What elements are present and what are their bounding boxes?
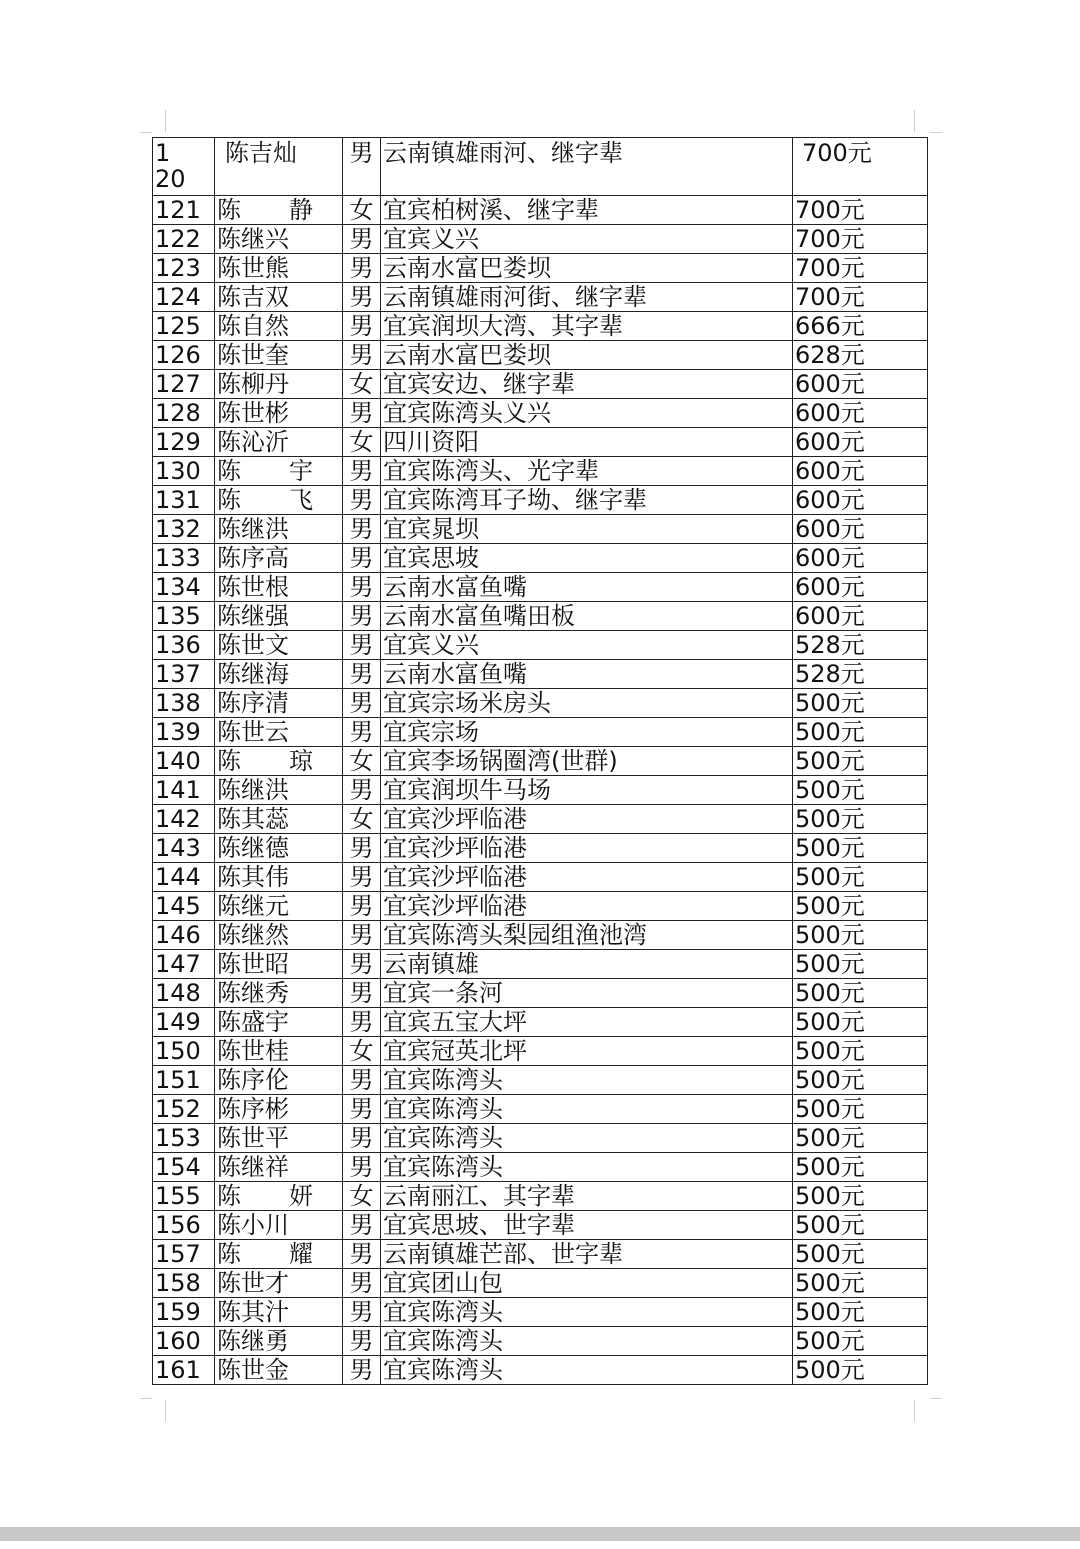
donor-gender: 男	[343, 979, 381, 1008]
donor-location: 宜宾五宝大坪	[381, 1008, 793, 1037]
corner-mark-tl-h	[140, 132, 152, 133]
row-number-line1: 1	[155, 139, 171, 167]
donor-gender: 男	[343, 1269, 381, 1298]
donor-gender: 男	[343, 1298, 381, 1327]
donor-gender: 男	[343, 457, 381, 486]
donor-name: 陈继勇	[215, 1327, 343, 1356]
donation-amount: 500元	[793, 921, 928, 950]
donor-name: 陈 耀	[215, 1240, 343, 1269]
donation-amount: 700元	[793, 138, 928, 196]
table-row	[153, 283, 928, 312]
donor-location: 宜宾晁坝	[381, 515, 793, 544]
table-row	[153, 1298, 928, 1327]
donor-name: 陈继祥	[215, 1153, 343, 1182]
donation-amount: 600元	[793, 428, 928, 457]
row-number: 153	[153, 1124, 215, 1153]
donation-amount: 500元	[793, 805, 928, 834]
donor-location: 宜宾陈湾头	[381, 1153, 793, 1182]
donation-amount: 500元	[793, 1008, 928, 1037]
donor-location: 云南水富鱼嘴田板	[381, 602, 793, 631]
corner-mark-tl-v	[165, 110, 166, 132]
donor-location: 宜宾冠英北坪	[381, 1037, 793, 1066]
donor-gender: 男	[343, 892, 381, 921]
donation-amount: 500元	[793, 747, 928, 776]
donation-amount: 500元	[793, 1182, 928, 1211]
donation-amount: 700元	[793, 254, 928, 283]
donor-name: 陈 飞	[215, 486, 343, 515]
donor-name: 陈其汁	[215, 1298, 343, 1327]
donor-location: 宜宾团山包	[381, 1269, 793, 1298]
donor-location: 云南水富鱼嘴	[381, 660, 793, 689]
table-row	[153, 1008, 928, 1037]
donation-amount: 500元	[793, 1037, 928, 1066]
donation-amount: 500元	[793, 689, 928, 718]
donor-gender: 男	[343, 631, 381, 660]
table-row	[153, 1095, 928, 1124]
donor-location: 宜宾润坝牛马场	[381, 776, 793, 805]
row-number: 149	[153, 1008, 215, 1037]
donor-name: 陈序伦	[215, 1066, 343, 1095]
donor-name: 陈世熊	[215, 254, 343, 283]
donor-location: 云南镇雄雨河、继字辈	[381, 138, 793, 196]
donor-name: 陈继洪	[215, 776, 343, 805]
donation-amount: 600元	[793, 399, 928, 428]
donor-location: 宜宾柏树溪、继字辈	[381, 196, 793, 225]
row-number: 159	[153, 1298, 215, 1327]
donor-location: 宜宾陈湾头	[381, 1327, 793, 1356]
donation-amount: 500元	[793, 1124, 928, 1153]
donor-gender: 男	[343, 1153, 381, 1182]
row-number: 152	[153, 1095, 215, 1124]
donor-name: 陈继强	[215, 602, 343, 631]
row-number: 144	[153, 863, 215, 892]
donor-name: 陈继然	[215, 921, 343, 950]
donation-amount: 700元	[793, 283, 928, 312]
donor-location: 宜宾宗场米房头	[381, 689, 793, 718]
table-row	[153, 544, 928, 573]
row-number	[153, 138, 215, 196]
donor-name: 陈世奎	[215, 341, 343, 370]
donor-location: 宜宾陈湾头、光字辈	[381, 457, 793, 486]
table-row	[153, 312, 928, 341]
donor-gender: 男	[343, 1356, 381, 1385]
donor-gender: 男	[343, 776, 381, 805]
corner-mark-br-v	[914, 1400, 915, 1422]
donation-amount: 500元	[793, 979, 928, 1008]
donor-gender: 男	[343, 718, 381, 747]
donation-amount: 600元	[793, 457, 928, 486]
donor-name: 陈 静	[215, 196, 343, 225]
donor-location: 云南镇雄芒部、世字辈	[381, 1240, 793, 1269]
donor-name: 陈世金	[215, 1356, 343, 1385]
donor-name: 陈吉双	[215, 283, 343, 312]
row-number: 154	[153, 1153, 215, 1182]
donor-location: 云南镇雄雨河街、继字辈	[381, 283, 793, 312]
table-row	[153, 399, 928, 428]
donor-name: 陈世根	[215, 573, 343, 602]
donor-location: 宜宾润坝大湾、其字辈	[381, 312, 793, 341]
table-row	[153, 950, 928, 979]
donation-table	[152, 137, 928, 1385]
donor-location: 宜宾陈湾头	[381, 1356, 793, 1385]
donor-name: 陈序高	[215, 544, 343, 573]
donor-gender: 男	[343, 602, 381, 631]
donor-location: 云南丽江、其字辈	[381, 1182, 793, 1211]
row-number: 138	[153, 689, 215, 718]
table-row	[153, 1327, 928, 1356]
donor-gender: 女	[343, 370, 381, 399]
donation-amount: 500元	[793, 776, 928, 805]
donation-amount: 666元	[793, 312, 928, 341]
donor-gender: 男	[343, 399, 381, 428]
table-row	[153, 863, 928, 892]
row-number: 127	[153, 370, 215, 399]
donor-name: 陈继兴	[215, 225, 343, 254]
donor-name: 陈其蕊	[215, 805, 343, 834]
donor-location: 宜宾陈湾头梨园组渔池湾	[381, 921, 793, 950]
donor-location: 云南水富巴娄坝	[381, 254, 793, 283]
donation-amount: 528元	[793, 660, 928, 689]
table-row	[153, 660, 928, 689]
donor-location: 云南镇雄	[381, 950, 793, 979]
row-number: 150	[153, 1037, 215, 1066]
donor-gender: 男	[343, 312, 381, 341]
donor-name: 陈沁沂	[215, 428, 343, 457]
donor-location: 宜宾陈湾头义兴	[381, 399, 793, 428]
donor-name: 陈世昭	[215, 950, 343, 979]
row-number: 134	[153, 573, 215, 602]
donor-location: 宜宾沙坪临港	[381, 834, 793, 863]
table-row	[153, 718, 928, 747]
donor-name: 陈序彬	[215, 1095, 343, 1124]
donor-name: 陈自然	[215, 312, 343, 341]
donor-gender: 男	[343, 863, 381, 892]
donation-amount: 528元	[793, 631, 928, 660]
row-number: 137	[153, 660, 215, 689]
donor-gender: 女	[343, 1182, 381, 1211]
table-row	[153, 341, 928, 370]
donor-name: 陈继秀	[215, 979, 343, 1008]
donor-location: 宜宾一条河	[381, 979, 793, 1008]
donor-name: 陈世彬	[215, 399, 343, 428]
donation-amount: 500元	[793, 1269, 928, 1298]
row-number: 157	[153, 1240, 215, 1269]
table-row	[153, 428, 928, 457]
row-number: 145	[153, 892, 215, 921]
table-row	[153, 1182, 928, 1211]
donation-amount: 500元	[793, 950, 928, 979]
donor-gender: 男	[343, 544, 381, 573]
donor-location: 宜宾陈湾头	[381, 1095, 793, 1124]
donor-gender: 男	[343, 950, 381, 979]
donor-name: 陈世平	[215, 1124, 343, 1153]
donor-gender: 男	[343, 283, 381, 312]
donor-gender: 男	[343, 1008, 381, 1037]
row-number: 136	[153, 631, 215, 660]
donor-gender: 女	[343, 747, 381, 776]
row-number: 124	[153, 283, 215, 312]
table-row	[153, 196, 928, 225]
donor-location: 宜宾陈湾耳子坳、继字辈	[381, 486, 793, 515]
table-row	[153, 573, 928, 602]
row-number: 160	[153, 1327, 215, 1356]
table-row	[153, 370, 928, 399]
row-number: 129	[153, 428, 215, 457]
donor-location: 宜宾义兴	[381, 631, 793, 660]
corner-mark-tr-h	[930, 132, 942, 133]
row-number: 130	[153, 457, 215, 486]
table-row	[153, 1240, 928, 1269]
donor-name: 陈 琼	[215, 747, 343, 776]
donor-gender: 男	[343, 254, 381, 283]
row-number: 125	[153, 312, 215, 341]
row-number: 123	[153, 254, 215, 283]
row-number: 148	[153, 979, 215, 1008]
donor-location: 宜宾安边、继字辈	[381, 370, 793, 399]
row-number: 151	[153, 1066, 215, 1095]
row-number: 141	[153, 776, 215, 805]
donor-gender: 男	[343, 1240, 381, 1269]
donation-amount: 600元	[793, 515, 928, 544]
donor-name: 陈柳丹	[215, 370, 343, 399]
table-row	[153, 689, 928, 718]
row-number: 139	[153, 718, 215, 747]
donation-amount: 500元	[793, 892, 928, 921]
table-row	[153, 138, 928, 196]
table-row	[153, 631, 928, 660]
donor-gender: 女	[343, 1037, 381, 1066]
donation-amount: 500元	[793, 1298, 928, 1327]
donation-amount: 600元	[793, 486, 928, 515]
row-number: 140	[153, 747, 215, 776]
table-row	[153, 1356, 928, 1385]
donor-location: 宜宾陈湾头	[381, 1066, 793, 1095]
donor-name: 陈世桂	[215, 1037, 343, 1066]
table-row	[153, 1269, 928, 1298]
row-number-line2: 20	[155, 165, 186, 193]
row-number: 147	[153, 950, 215, 979]
donation-amount: 600元	[793, 544, 928, 573]
row-number: 121	[153, 196, 215, 225]
donor-gender: 男	[343, 921, 381, 950]
donation-amount: 600元	[793, 602, 928, 631]
row-number: 155	[153, 1182, 215, 1211]
table-row	[153, 1066, 928, 1095]
donation-amount: 500元	[793, 1327, 928, 1356]
donation-amount: 500元	[793, 1356, 928, 1385]
donor-name: 陈世才	[215, 1269, 343, 1298]
table-row	[153, 776, 928, 805]
table-row	[153, 254, 928, 283]
row-number: 135	[153, 602, 215, 631]
donor-location: 宜宾陈湾头	[381, 1298, 793, 1327]
row-number: 158	[153, 1269, 215, 1298]
donor-location: 云南水富巴娄坝	[381, 341, 793, 370]
table-row	[153, 834, 928, 863]
donor-name: 陈盛宇	[215, 1008, 343, 1037]
donation-amount: 500元	[793, 834, 928, 863]
donor-name: 陈 妍	[215, 1182, 343, 1211]
donor-gender: 男	[343, 573, 381, 602]
donor-gender: 男	[343, 515, 381, 544]
donation-amount: 628元	[793, 341, 928, 370]
table-row	[153, 1211, 928, 1240]
donation-amount: 700元	[793, 196, 928, 225]
table-row	[153, 979, 928, 1008]
row-number: 143	[153, 834, 215, 863]
row-number: 126	[153, 341, 215, 370]
donation-table-body	[153, 138, 928, 1385]
row-number: 142	[153, 805, 215, 834]
table-row	[153, 921, 928, 950]
donor-name: 陈 宇	[215, 457, 343, 486]
corner-mark-br-h	[930, 1398, 942, 1399]
donor-gender: 男	[343, 1095, 381, 1124]
donor-name: 陈小川	[215, 1211, 343, 1240]
row-number: 161	[153, 1356, 215, 1385]
donor-gender: 男	[343, 341, 381, 370]
donor-location: 四川资阳	[381, 428, 793, 457]
donation-amount: 600元	[793, 370, 928, 399]
donor-location: 宜宾义兴	[381, 225, 793, 254]
table-row	[153, 1124, 928, 1153]
table-row	[153, 805, 928, 834]
donor-gender: 女	[343, 428, 381, 457]
viewer-bottom-bar	[0, 1527, 1080, 1541]
donor-location: 宜宾沙坪临港	[381, 863, 793, 892]
donation-amount: 500元	[793, 1066, 928, 1095]
row-number: 132	[153, 515, 215, 544]
donor-gender: 男	[343, 1066, 381, 1095]
donor-name: 陈其伟	[215, 863, 343, 892]
donor-gender: 男	[343, 1211, 381, 1240]
donor-gender: 男	[343, 486, 381, 515]
donor-name: 陈继海	[215, 660, 343, 689]
donor-name: 陈世云	[215, 718, 343, 747]
donor-name: 陈继洪	[215, 515, 343, 544]
table-row	[153, 602, 928, 631]
row-number: 122	[153, 225, 215, 254]
donor-gender: 男	[343, 138, 381, 196]
donor-location: 宜宾沙坪临港	[381, 805, 793, 834]
donor-gender: 男	[343, 660, 381, 689]
table-row	[153, 457, 928, 486]
table-row	[153, 892, 928, 921]
table-row	[153, 1153, 928, 1182]
donor-gender: 女	[343, 805, 381, 834]
row-number: 156	[153, 1211, 215, 1240]
corner-mark-tr-v	[914, 110, 915, 132]
donor-location: 云南水富鱼嘴	[381, 573, 793, 602]
row-number: 146	[153, 921, 215, 950]
donor-name: 陈继元	[215, 892, 343, 921]
donor-gender: 男	[343, 225, 381, 254]
donation-amount: 500元	[793, 1240, 928, 1269]
donor-name: 陈继德	[215, 834, 343, 863]
donor-name: 陈吉灿	[215, 138, 343, 196]
donor-location: 宜宾思坡、世字辈	[381, 1211, 793, 1240]
table-row	[153, 747, 928, 776]
donor-location: 宜宾陈湾头	[381, 1124, 793, 1153]
donor-location: 宜宾宗场	[381, 718, 793, 747]
donor-gender: 男	[343, 689, 381, 718]
donor-location: 宜宾李场锅圈湾(世群)	[381, 747, 793, 776]
table-row	[153, 486, 928, 515]
donor-name: 陈世文	[215, 631, 343, 660]
donor-gender: 男	[343, 834, 381, 863]
donor-gender: 女	[343, 196, 381, 225]
donor-gender: 男	[343, 1124, 381, 1153]
donor-location: 宜宾思坡	[381, 544, 793, 573]
donor-location: 宜宾沙坪临港	[381, 892, 793, 921]
table-row	[153, 225, 928, 254]
donation-amount: 500元	[793, 863, 928, 892]
donor-gender: 男	[343, 1327, 381, 1356]
row-number: 131	[153, 486, 215, 515]
donation-amount: 600元	[793, 573, 928, 602]
corner-mark-bl-h	[140, 1398, 152, 1399]
donation-amount: 500元	[793, 718, 928, 747]
table-row	[153, 1037, 928, 1066]
row-number: 128	[153, 399, 215, 428]
donation-amount: 500元	[793, 1153, 928, 1182]
donor-name: 陈序清	[215, 689, 343, 718]
donation-amount: 700元	[793, 225, 928, 254]
donation-amount: 500元	[793, 1211, 928, 1240]
row-number: 133	[153, 544, 215, 573]
donation-amount: 500元	[793, 1095, 928, 1124]
corner-mark-bl-v	[165, 1400, 166, 1422]
table-row	[153, 515, 928, 544]
